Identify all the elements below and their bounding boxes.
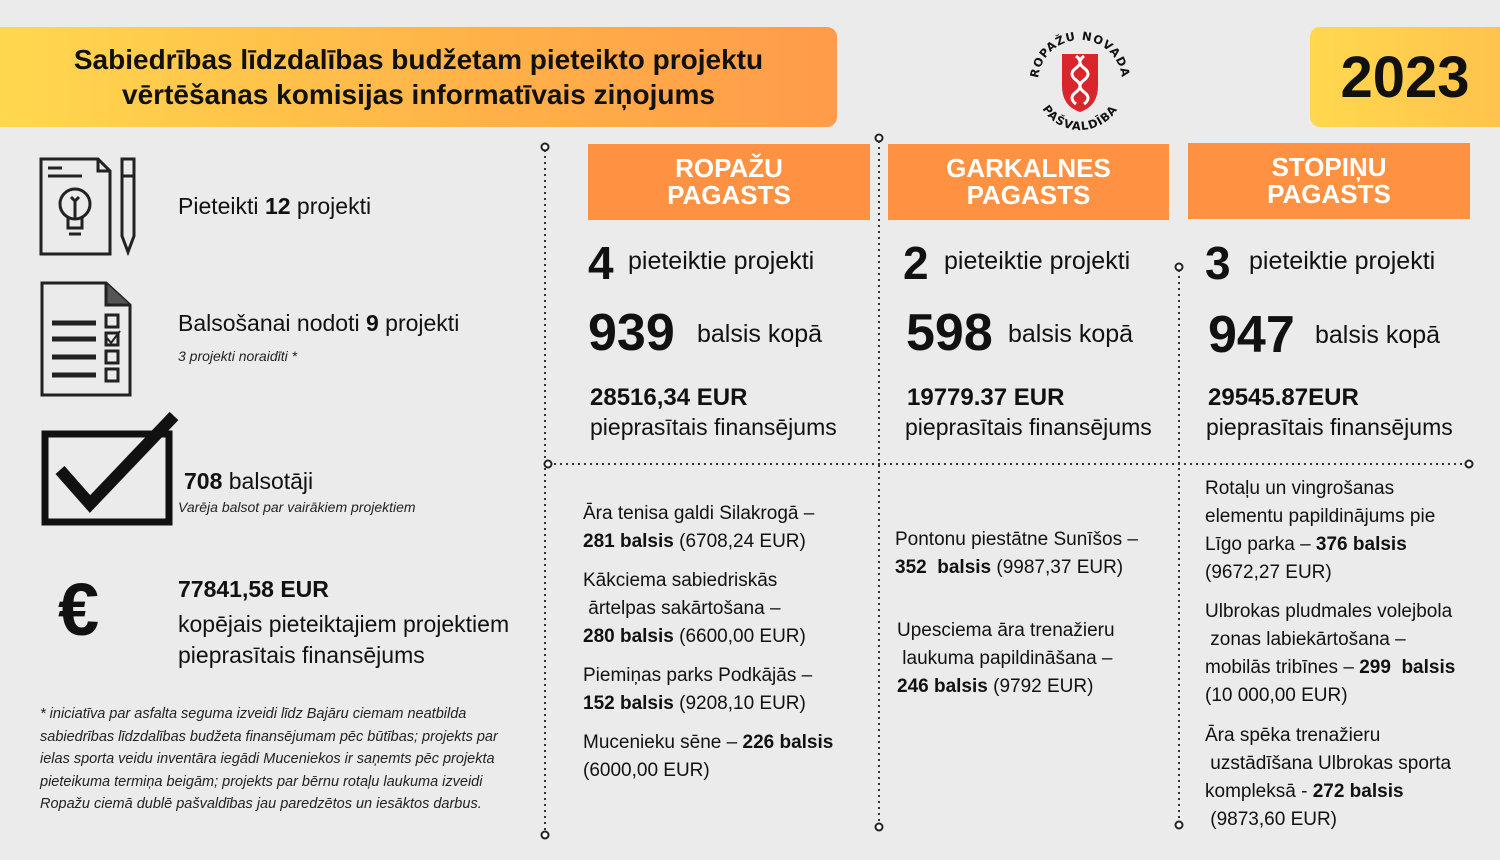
stopinu-project-3: Āra spēka trenažieru uzstādīšana Ulbrokas sporta kompleksā - 272 balsis (9873,60 EUR) — [1205, 725, 1452, 830]
ropazu-funding-label: pieprasītais finansējums — [590, 414, 837, 440]
garkalnes-funding: 19779.37 EUR — [907, 384, 1065, 411]
ropazu-projects-count: 4 — [588, 237, 614, 289]
stopinu-project-1: Rotaļu un vingrošanas elementu papildinājums pie Līgo parka – 376 balsis (9672,27 EUR) — [1205, 478, 1436, 583]
municipality-logo — [1020, 24, 1140, 134]
report-year: 2023 — [1310, 27, 1500, 127]
ropazu-funding: 28516,34 EUR — [590, 384, 748, 411]
garkalnes-projects-label: pieteiktie projekti — [944, 247, 1131, 275]
stopinu-projects-count: 3 — [1205, 237, 1231, 289]
garkalnes-project-1: Pontonu piestātne Sunīšos – 352 balsis (9987,37 EUR) — [895, 529, 1138, 578]
garkalnes-funding-label: pieprasītais finansējums — [905, 414, 1152, 440]
stopinu-funding-label: pieprasītais finansējums — [1206, 414, 1453, 440]
title-line-1: Sabiedrības līdzdalības budžetam pieteikto projektu — [73, 44, 764, 75]
ropazu-project-4: Mucenieku sēne – 226 balsis (6000,00 EUR) — [583, 732, 834, 781]
stopinu-projects-label: pieteiktie projekti — [1249, 247, 1436, 275]
garkalnes-votes-total: 598 — [906, 304, 993, 362]
garkalnes-projects-count: 2 — [903, 237, 929, 289]
stat-for-voting: Balsošanai nodoti 9 projekti — [178, 310, 460, 336]
stopinu-funding: 29545.87EUR — [1208, 384, 1359, 411]
checkbox-checked-icon — [40, 412, 180, 528]
idea-document-icon — [38, 156, 144, 260]
ropazu-project-3: Piemiņas parks Podkājās – 152 balsis (9208,10 EUR) — [583, 665, 813, 714]
stopinu-votes-total: 947 — [1208, 306, 1295, 364]
column-header-garkalnes: GARKALNES PAGASTS — [888, 144, 1169, 220]
ropazu-projects-label: pieteiktie projekti — [628, 247, 815, 275]
svg-text:ROPAŽU NOVADA: ROPAŽU NOVADA — [1027, 28, 1133, 79]
footnote: * iniciatīva par asfalta seguma izveidi līdz Bajāru ciemam neatbilda sabiedrības līdzdalības budžeta finansējumam pēc būtības; projekts par ielas sporta veidu inventāra iegādi Muceniekos ir saņemts pēc projekta pieteikuma termiņa beigām; projekts par bērnu rotaļu laukuma izveidi Ropažu ciemā dublē pašvaldības jau paredzētos un iesāktos darbus. — [40, 706, 498, 812]
stat-total-line2: pieprasītais finansējums — [178, 642, 425, 668]
ropazu-votes-total: 939 — [588, 304, 675, 362]
stat-total-line1: kopējais pieteiktajiem projektiem — [178, 611, 510, 637]
checklist-icon — [40, 281, 134, 399]
stopinu-project-2: Ulbrokas pludmales volejbola zonas labiekārtošana – mobilās tribīnes – 299 balsis (10 000,00 EUR) — [1205, 601, 1456, 706]
stat-voters: 708 balsotāji — [184, 468, 314, 494]
column-header-stopinu: STOPIŅU PAGASTS — [1188, 143, 1470, 219]
garkalnes-votes-label: balsis kopā — [1008, 320, 1134, 348]
stat-submitted: Pieteikti 12 projekti — [178, 193, 372, 219]
stat-total-eur: 77841,58 EUR — [178, 576, 329, 602]
stat-voters-note: Varēja balsot par vairākiem projektiem — [178, 499, 416, 515]
stat-rejected-note: 3 projekti noraidīti * — [178, 348, 298, 364]
column-header-ropazu: ROPAŽU PAGASTS — [588, 144, 870, 220]
ropazu-project-1: Āra tenisa galdi Silakrogā – 281 balsis (6708,24 EUR) — [583, 503, 815, 552]
garkalnes-project-2: Upesciema āra trenažieru laukuma papildināšana – 246 balsis (9792 EUR) — [897, 620, 1115, 697]
ropazu-votes-label: balsis kopā — [697, 320, 823, 348]
report-title — [0, 27, 837, 127]
euro-icon: € — [58, 568, 100, 651]
svg-text:PAŠVALDĪBA: PAŠVALDĪBA — [1039, 102, 1121, 134]
ropazu-project-2: Kākciema sabiedriskās ārtelpas sakārtošana – 280 balsis (6600,00 EUR) — [583, 570, 806, 647]
title-line-2: vērtēšanas komisijas informatīvais ziņojums — [122, 79, 715, 110]
stopinu-votes-label: balsis kopā — [1315, 321, 1441, 349]
